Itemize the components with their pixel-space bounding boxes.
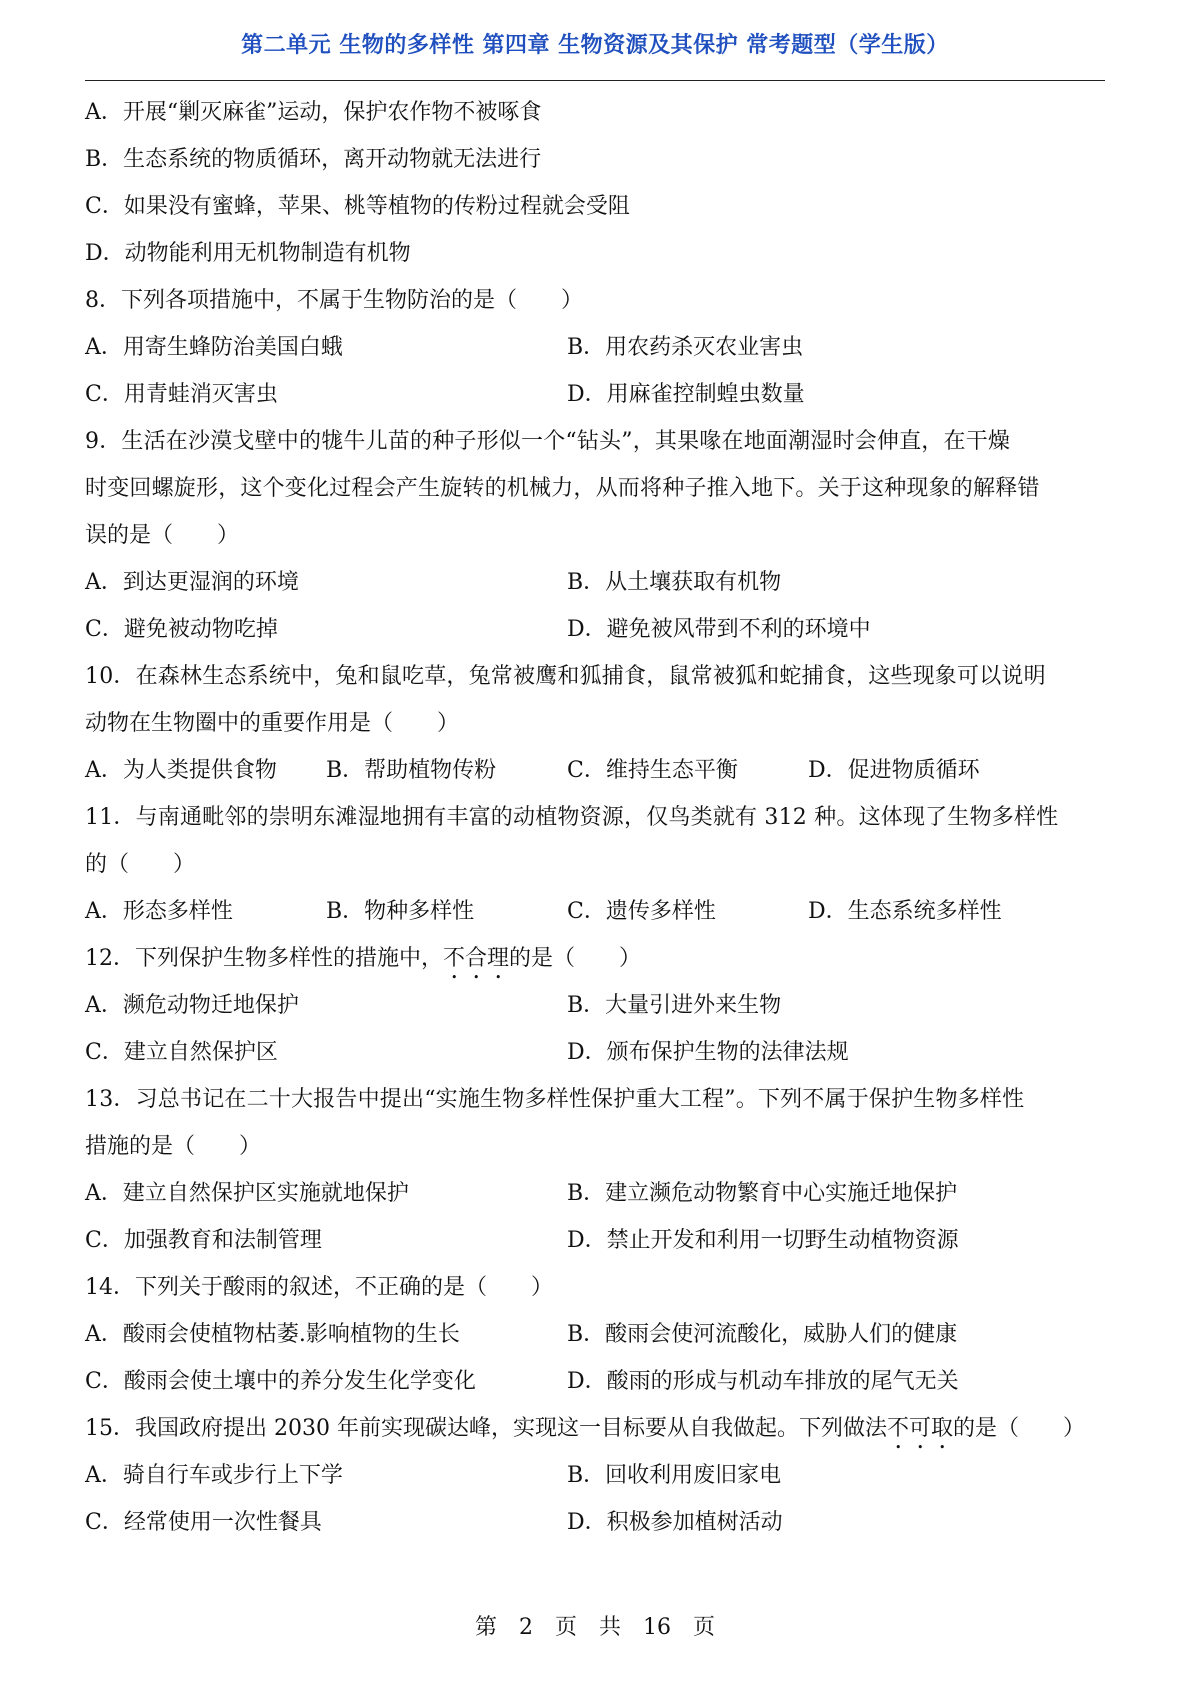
q13-options-row2 xyxy=(85,1217,1105,1264)
q7-option-c: C．如果没有蜜蜂，苹果、桃等植物的传粉过程就会受阻 xyxy=(85,194,630,219)
q8-option-b: B．用农药杀灭农业害虫 xyxy=(567,335,804,360)
q9-option-c: C．避免被动物吃掉 xyxy=(85,617,278,642)
q9-stem-line1: 9．生活在沙漠戈壁中的牻牛儿苗的种子形似一个“钻头”，其果喙在地面潮湿时会伸直，在干燥 xyxy=(85,429,1011,454)
q12-options-row1 xyxy=(85,982,1105,1029)
q12-stem xyxy=(85,935,1105,982)
q10-option-a: A．为人类提供食物 xyxy=(85,758,277,783)
q9-options-row2 xyxy=(85,606,1105,653)
q10-option-c: C．维持生态平衡 xyxy=(567,758,738,783)
q11-option-b: B．物种多样性 xyxy=(326,899,475,924)
q12-option-d: D．颁布保护生物的法律法规 xyxy=(567,1040,849,1065)
q14-option-b: B．酸雨会使河流酸化，威胁人们的健康 xyxy=(567,1322,958,1347)
q13-stem-line1: 13．习总书记在二十大报告中提出“实施生物多样性保护重大工程”。下列不属于保护生物多样性 xyxy=(85,1087,1025,1112)
q15-option-b: B．回收利用废旧家电 xyxy=(567,1463,782,1488)
q11-option-d: D．生态系统多样性 xyxy=(808,899,1002,924)
q14-option-a: A．酸雨会使植物枯萎.影响植物的生长 xyxy=(85,1322,460,1347)
q13-option-c: C．加强教育和法制管理 xyxy=(85,1228,322,1253)
q7-option-d: D．动物能利用无机物制造有机物 xyxy=(85,241,411,266)
q15-option-d: D．积极参加植树活动 xyxy=(567,1510,783,1535)
q11-stem-line1: 11．与南通毗邻的崇明东滩湿地拥有丰富的动植物资源，仅鸟类就有 312 种。这体现了生物多样性 xyxy=(85,805,1059,830)
q15-options-row1 xyxy=(85,1452,1105,1499)
q9-option-d: D．避免被风带到不利的环境中 xyxy=(567,617,871,642)
q12-option-c: C．建立自然保护区 xyxy=(85,1040,278,1065)
q12-stem-suffix: 的是（ ） xyxy=(509,946,642,971)
q10-options-row xyxy=(85,747,1105,794)
q12-options-row2 xyxy=(85,1029,1105,1076)
q15-options-row2 xyxy=(85,1499,1105,1546)
q10-stem-line2: 动物在生物圈中的重要作用是（ ） xyxy=(85,711,460,736)
q8-option-a: A．用寄生蜂防治美国白蛾 xyxy=(85,335,343,360)
page-footer: 第 2 页 共 16 页 xyxy=(475,1615,715,1640)
q14-option-c: C．酸雨会使土壤中的养分发生化学变化 xyxy=(85,1369,476,1394)
page-header-title: 第二单元 生物的多样性 第四章 生物资源及其保护 常考题型（学生版） xyxy=(241,33,949,58)
q14-option-d: D．酸雨的形成与机动车排放的尾气无关 xyxy=(567,1369,959,1394)
header-divider xyxy=(85,80,1105,81)
q12-option-b: B．大量引进外来生物 xyxy=(567,993,782,1018)
q12-option-a: A．濒危动物迁地保护 xyxy=(85,993,299,1018)
q7-option-a: A．开展“剿灭麻雀”运动，保护农作物不被啄食 xyxy=(85,100,542,125)
q11-options-row xyxy=(85,888,1105,935)
q7-option-b: B．生态系统的物质循环，离开动物就无法进行 xyxy=(85,147,542,172)
q14-options-row1 xyxy=(85,1311,1105,1358)
q9-options-row1 xyxy=(85,559,1105,606)
q13-options-row1 xyxy=(85,1170,1105,1217)
q13-option-b: B．建立濒危动物繁育中心实施迁地保护 xyxy=(567,1181,958,1206)
q10-option-b: B．帮助植物传粉 xyxy=(326,758,497,783)
q14-stem: 14．下列关于酸雨的叙述，不正确的是（ ） xyxy=(85,1275,553,1300)
q9-option-a: A．到达更湿润的环境 xyxy=(85,570,299,595)
q9-stem-line3: 误的是（ ） xyxy=(85,523,240,548)
q11-stem-line2: 的（ ） xyxy=(85,852,196,877)
q15-stem-prefix: 15．我国政府提出 2030 年前实现碳达峰，实现这一目标要从自我做起。下列做法 xyxy=(85,1416,887,1441)
q12-stem-emphasis: 不合理 xyxy=(443,946,510,971)
q10-option-d: D．促进物质循环 xyxy=(808,758,980,783)
q13-option-d: D．禁止开发和利用一切野生动植物资源 xyxy=(567,1228,959,1253)
q15-option-a: A．骑自行车或步行上下学 xyxy=(85,1463,343,1488)
q14-options-row2 xyxy=(85,1358,1105,1405)
question-content xyxy=(85,89,1105,1546)
q8-option-d: D．用麻雀控制蝗虫数量 xyxy=(567,382,805,407)
q9-stem-line2: 时变回螺旋形，这个变化过程会产生旋转的机械力，从而将种子推入地下。关于这种现象的解释错 xyxy=(85,476,1040,501)
q9-option-b: B．从土壤获取有机物 xyxy=(567,570,782,595)
q8-stem: 8．下列各项措施中，不属于生物防治的是（ ） xyxy=(85,288,583,313)
q8-options-row1 xyxy=(85,324,1105,371)
q10-stem-line1: 10．在森林生态系统中，兔和鼠吃草，兔常被鹰和狐捕食，鼠常被狐和蛇捕食，这些现象可以说明 xyxy=(85,664,1046,689)
q12-stem-prefix: 12．下列保护生物多样性的措施中， xyxy=(85,946,443,971)
q15-option-c: C．经常使用一次性餐具 xyxy=(85,1510,322,1535)
q13-option-a: A．建立自然保护区实施就地保护 xyxy=(85,1181,409,1206)
q11-option-a: A．形态多样性 xyxy=(85,899,233,924)
q13-stem-line2: 措施的是（ ） xyxy=(85,1134,262,1159)
q15-stem xyxy=(85,1405,1105,1452)
q15-stem-emphasis: 不可取 xyxy=(886,1416,953,1441)
q15-stem-suffix: 的是（ ） xyxy=(953,1416,1086,1441)
q8-option-c: C．用青蛙消灭害虫 xyxy=(85,382,278,407)
q8-options-row2 xyxy=(85,371,1105,418)
q11-option-c: C．遗传多样性 xyxy=(567,899,716,924)
